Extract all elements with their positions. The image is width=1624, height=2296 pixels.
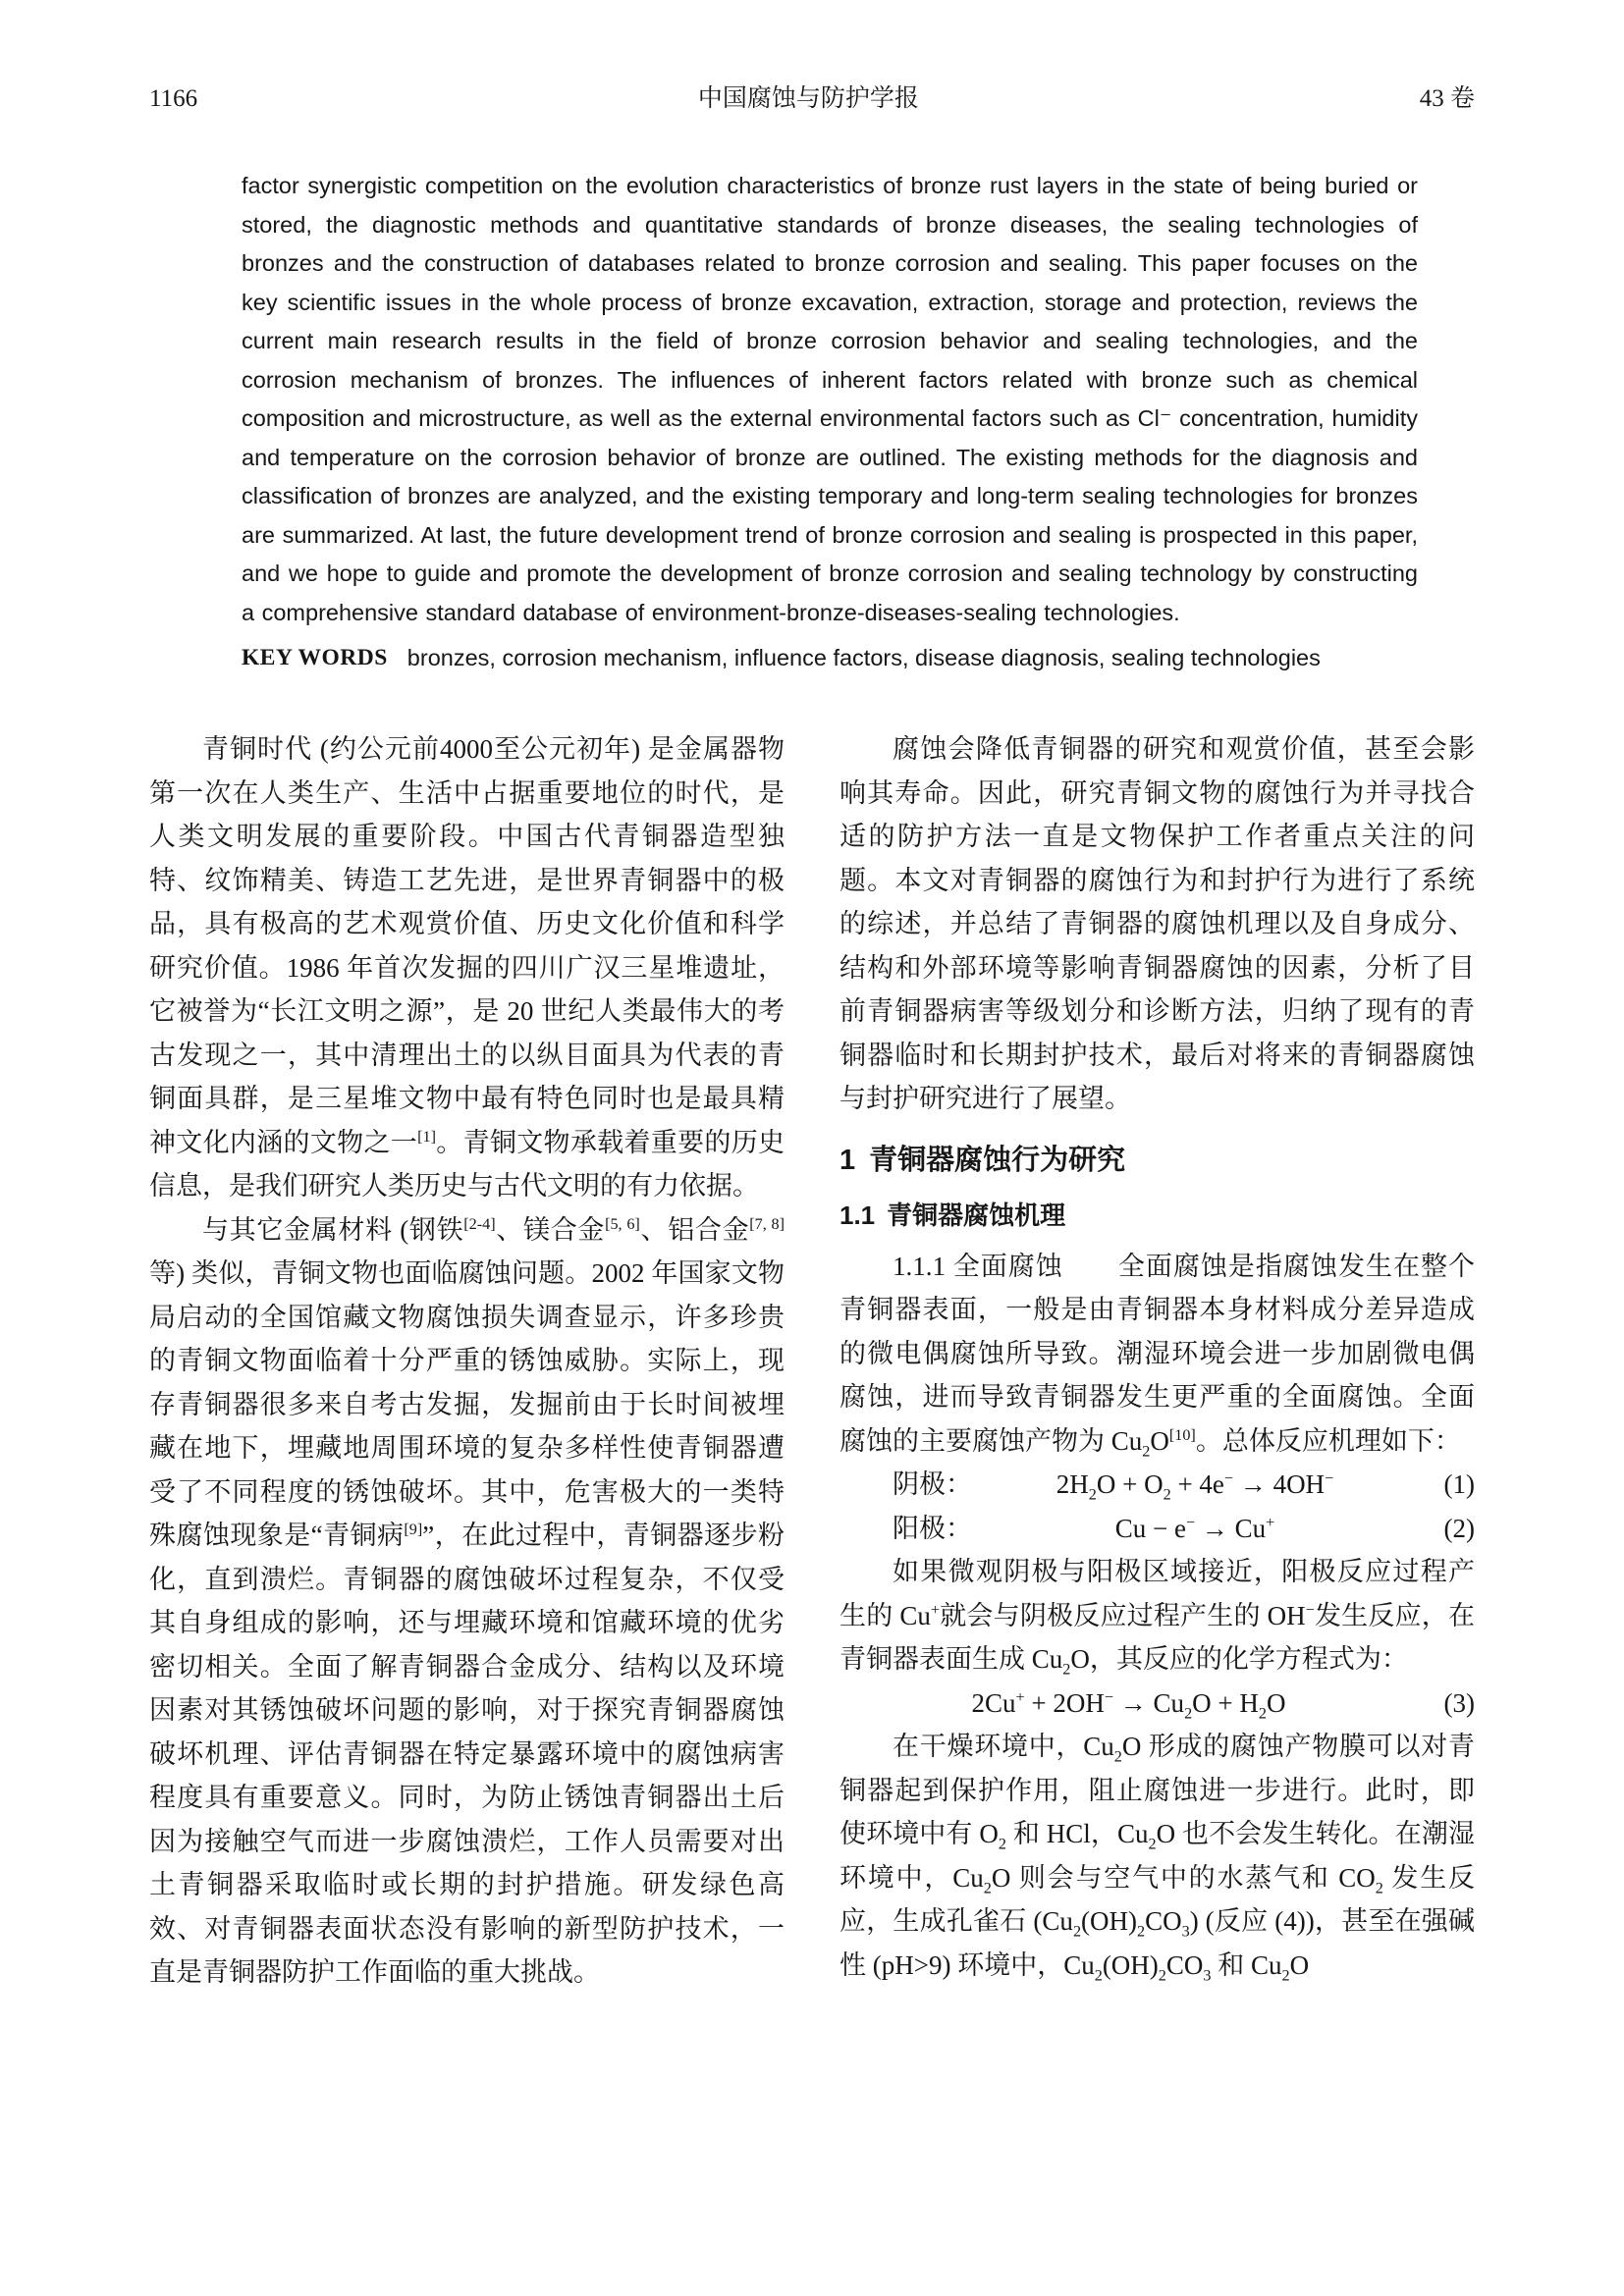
equation-2 <box>839 1507 1475 1551</box>
right-column <box>839 727 1475 1995</box>
section-heading-1 <box>839 1141 1475 1180</box>
equation-1-label: 阴极： <box>893 1469 972 1499</box>
body-paragraph-intro-bronze-age: 青铜时代 (约公元前4000至公元初年) 是金属器物第一次在人类生产、生活中占据重要地位的时代，是人类文明发展的重要阶段。中国古代青铜器造型独特、纹饰精美、铸造工艺先进，是世界青铜器中的极品，具有极高的艺术观赏价值、历史文化价值和科学研究价值。1986 年首次发掘的四川广汉三星堆遗址，它被誉为“长江文明之源”，是 20 世纪人类最伟大的考古发现之一，其中清理出土的以纵目面具为代表的青铜面具群，是三星堆文物中最有特色同时也是最具精神文化内涵的文物之一[1]。青铜文物承载着重要的历史信息，是我们研究人类历史与古代文明的有力依据。 <box>149 734 785 1201</box>
subsection-title: 青铜器腐蚀机理 <box>887 1200 1066 1230</box>
equation-1 <box>839 1463 1475 1507</box>
body-paragraph-research-value: 腐蚀会降低青铜器的研究和观赏价值，甚至会影响其寿命。因此，研究青铜文物的腐蚀行为并寻找合适的防护方法一直是文物保护工作者重点关注的问题。本文对青铜器的腐蚀行为和封护行为进行了系统的综述，并总结了青铜器的腐蚀机理以及自身成分、结构和外部环境等影响青铜器腐蚀的因素，分析了目前青铜器病害等级划分和诊断方法，归纳了现有的青铜器临时和长期封护技术，最后对将来的青铜器腐蚀与封护研究进行了展望。 <box>839 734 1475 1113</box>
body-paragraph-dry-wet-environment: 在干燥环境中，$Cu_2O$ 形成的腐蚀产物膜可以对青铜器起到保护作用，阻止腐蚀进一步进行。此时，即使环境中有 $O_2$ 和 HCl，$Cu_2O$ 也不会发生转化。在潮湿环境中，$Cu_2O$ 则会与空气中的水蒸气和 $CO_2$ 发生反应，生成孔雀石 $(Cu_2(OH)_2CO_3)$ (反应 (4))，甚至在强碱性 (pH>9) 环境中，$Cu_2(OH)_2CO_3$ 和 $Cu_2O$ <box>839 1732 1475 1984</box>
volume-label: 43 卷 <box>1419 85 1475 112</box>
equation-3-formula: $2Cu^+ + 2OH^- \to Cu_2O + H_2O$ <box>971 1687 1286 1722</box>
left-column <box>149 727 785 1995</box>
equation-2-formula: Cu − e− → Cu+ <box>1114 1513 1275 1543</box>
abstract-text: factor synergistic competition on the evolution characteristics of bronze rust layers in the state of being buried or stored, the diagnostic methods and quantitative standards of bronze diseases, the sealing technologies of bronzes and the construction of databases related to bronze corrosion and sealing. This paper focuses on the key scientific issues in the whole process of bronze excavation, extraction, storage and protection, reviews the current main research results in the field of bronze corrosion behavior and sealing technologies, and the corrosion mechanism of bronzes. The influences of inherent factors related with bronze such as chemical composition and microstructure, as well as the external environmental factors such as Cl⁻ concentration, humidity and temperature on the corrosion behavior of bronze are outlined. The existing methods for the diagnosis and classification of bronzes are analyzed, and the existing temporary and long-term sealing technologies for bronzes are summarized. At last, the future development trend of bronze corrosion and sealing is prospected in this paper, and we hope to guide and promote the development of bronze corrosion and sealing technology by constructing a comprehensive standard database of environment-bronze-diseases-sealing technologies. <box>242 173 1418 625</box>
two-column-body <box>149 727 1475 1995</box>
equation-1-formula: $2H_2O + O_2 + 4e^- \to 4OH^-$ <box>1056 1469 1334 1504</box>
subsection-number: 1.1 <box>839 1200 876 1230</box>
journal-title: 中国腐蚀与防护学报 <box>697 85 919 112</box>
page-number: 1166 <box>149 85 198 112</box>
body-paragraph-general-corrosion: 1.1.1 全面腐蚀 全面腐蚀是指腐蚀发生在整个青铜器表面，一般是由青铜器本身材料成分差异造成的微电偶腐蚀所导致。潮湿环境会进一步加剧微电偶腐蚀，进而导致青铜器发生更严重的全面腐蚀。全面腐蚀的主要腐蚀产物为 $Cu_2O[10]$。总体反应机理如下： <box>839 1251 1475 1460</box>
section-number: 1 <box>839 1144 856 1176</box>
page-header <box>149 84 1475 114</box>
keywords-label: KEY WORDS <box>242 645 388 670</box>
keywords-row <box>242 640 1418 676</box>
section-title: 青铜器腐蚀行为研究 <box>869 1144 1126 1176</box>
abstract-block <box>242 167 1418 676</box>
section-heading-1-1 <box>839 1196 1475 1235</box>
keywords-text: bronzes, corrosion mechanism, influence factors, disease diagnosis, sealing technologies <box>406 645 1321 670</box>
body-paragraph-anode-cathode-reaction: 如果微观阴极与阳极区域接近，阳极反应过程产生的 Cu+就会与阴极反应过程产生的 OH−发生反应，在青铜器表面生成 $Cu_2O$，其反应的化学方程式为： <box>839 1557 1475 1679</box>
equation-3 <box>839 1682 1475 1726</box>
body-paragraph-corrosion-threat: 与其它金属材料 (钢铁[2-4]、镁合金[5, 6]、铝合金[7, 8]等) 类似，青铜文物也面临腐蚀问题。2002 年国家文物局启动的全国馆藏文物腐蚀损失调查显示，许多珍贵的青铜文物面临着十分严重的锈蚀威胁。实际上，现存青铜器很多来自考古发掘，发掘前由于长时间被埋藏在地下，埋藏地周围环境的复杂多样性使青铜器遭受了不同程度的锈蚀破坏。其中，危害极大的一类特殊腐蚀现象是“青铜病[9]”，在此过程中，青铜器逐步粉化，直到溃烂。青铜器的腐蚀破坏过程复杂，不仅受其自身组成的影响，还与埋藏环境和馆藏环境的优劣密切相关。全面了解青铜器合金成分、结构以及环境因素对其锈蚀破坏问题的影响，对于探究青铜器腐蚀破坏机理、评估青铜器在特定暴露环境中的腐蚀病害程度具有重要意义。同时，为防止锈蚀青铜器出土后因为接触空气而进一步腐蚀溃烂，工作人员需要对出土青铜器采取临时或长期的封护措施。研发绿色高效、对青铜器表面状态没有影响的新型防护技术，一直是青铜器防护工作面临的重大挑战。 <box>149 1214 785 1987</box>
equation-2-number: (2) <box>1443 1513 1475 1543</box>
equation-1-number: (1) <box>1443 1469 1475 1499</box>
equation-3-number: (3) <box>1443 1687 1475 1718</box>
equation-2-label: 阳极： <box>893 1513 972 1543</box>
